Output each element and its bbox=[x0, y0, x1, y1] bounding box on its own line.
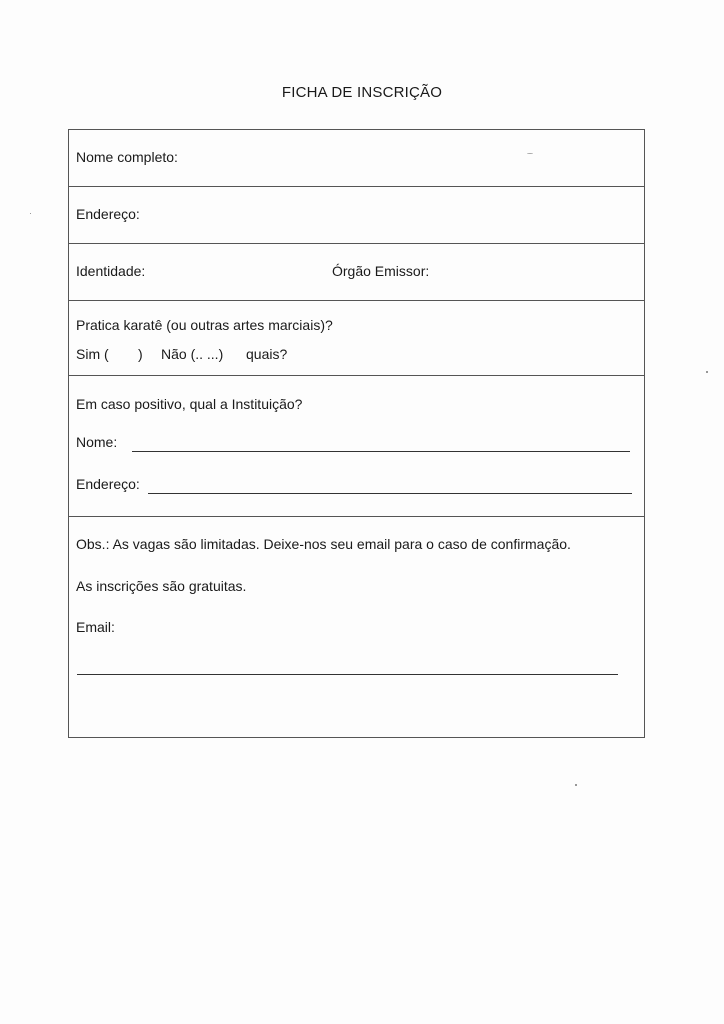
form-title: FICHA DE INSCRIÇÃO bbox=[281, 84, 443, 101]
scan-speck bbox=[575, 784, 577, 786]
issuing-authority-label: Órgão Emissor: bbox=[332, 263, 430, 279]
address-label: Endereço: bbox=[76, 206, 140, 222]
row-address bbox=[69, 187, 644, 244]
institution-question: Em caso positivo, qual a Instituição? bbox=[76, 396, 303, 412]
institution-address-line[interactable] bbox=[148, 493, 632, 494]
yes-option[interactable]: Sim ( bbox=[76, 346, 109, 362]
institution-name-line[interactable] bbox=[132, 451, 630, 452]
yes-option-close: ) bbox=[138, 346, 143, 362]
row-practice-karate bbox=[69, 301, 644, 376]
scan-speck bbox=[527, 153, 533, 154]
row-full-name bbox=[69, 130, 644, 187]
identity-label: Identidade: bbox=[76, 263, 146, 279]
scan-speck bbox=[706, 371, 708, 373]
email-line[interactable] bbox=[77, 674, 618, 675]
row-observations bbox=[69, 517, 644, 737]
scan-speck bbox=[30, 213, 31, 214]
no-option[interactable]: Não (.. ...) bbox=[161, 346, 224, 362]
email-label: Email: bbox=[76, 619, 115, 635]
free-registration-text: As inscrições são gratuitas. bbox=[76, 578, 247, 594]
practice-question: Pratica karatê (ou outras artes marciais)? bbox=[76, 317, 333, 333]
institution-address-label: Endereço: bbox=[76, 476, 140, 492]
row-identity bbox=[69, 244, 644, 301]
row-institution bbox=[69, 376, 644, 517]
institution-name-label: Nome: bbox=[76, 434, 118, 450]
full-name-label: Nome completo: bbox=[76, 149, 178, 165]
observations-text: Obs.: As vagas são limitadas. Deixe-nos seu email para o caso de confirmação. bbox=[76, 536, 571, 552]
registration-form bbox=[68, 129, 645, 738]
which-label: quais? bbox=[246, 346, 288, 362]
